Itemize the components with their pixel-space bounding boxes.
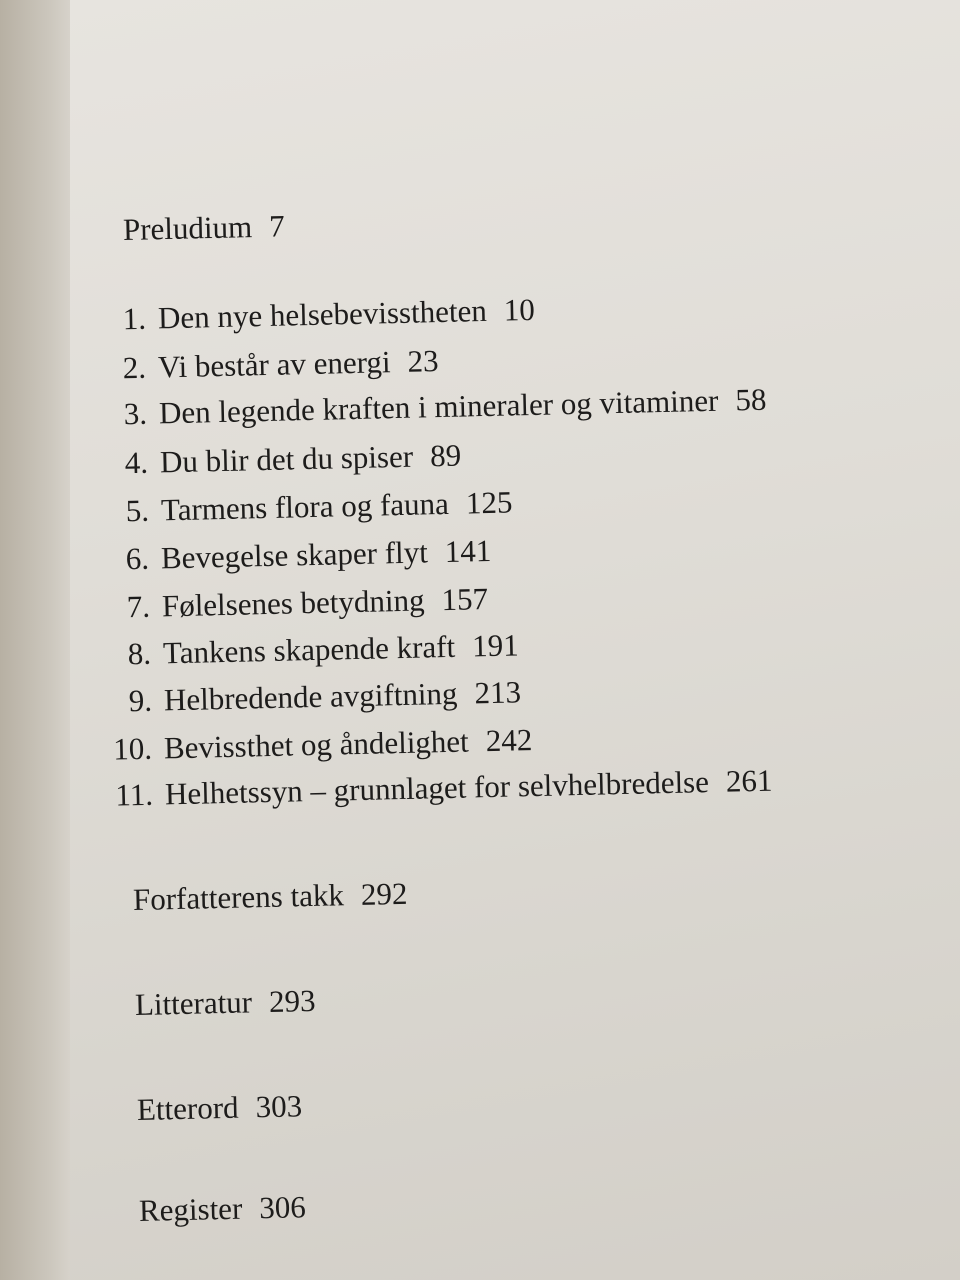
toc-entry-page: 306 (258, 1189, 307, 1226)
chapter-title: Bevissthet og åndelighet (163, 723, 470, 766)
chapter-title: Tarmens flora og fauna (160, 485, 450, 528)
toc-chapter-11 (95, 763, 773, 814)
toc-chapter-2 (88, 343, 439, 387)
chapter-title: Den legende kraften i mineraler og vitaminer (158, 382, 719, 431)
toc-entry-page: 303 (255, 1088, 303, 1125)
chapter-page: 242 (485, 722, 533, 759)
chapter-number: 9. (128, 682, 153, 719)
toc-entry-litteratur (135, 983, 316, 1023)
toc-chapter-3 (89, 382, 767, 433)
toc-chapter-7 (92, 581, 489, 626)
chapter-number: 5. (125, 492, 150, 529)
toc-entry-title: Etterord (136, 1089, 239, 1127)
toc-entry-page: 292 (360, 875, 408, 912)
chapter-page: 141 (444, 532, 492, 569)
toc-chapter-10 (94, 722, 533, 768)
chapter-number: 6. (125, 540, 150, 577)
toc-chapter-5 (91, 484, 513, 530)
chapter-page: 157 (441, 581, 489, 618)
chapter-number: 10. (112, 730, 153, 767)
toc-entry-forfatterens-takk (133, 876, 408, 918)
chapter-number: 4. (124, 444, 149, 481)
toc-chapter-6 (91, 533, 492, 578)
chapter-page: 10 (503, 291, 536, 328)
chapter-page: 261 (725, 762, 773, 799)
chapter-number: 8. (127, 635, 152, 672)
toc-chapter-9 (94, 674, 522, 720)
chapter-title: Følelsenes betydning (161, 582, 425, 624)
chapter-title: Helbredende avgiftning (163, 675, 458, 718)
toc-entry-title: Litteratur (134, 984, 253, 1022)
chapter-page: 89 (429, 437, 462, 474)
toc-entry-page: 293 (268, 982, 316, 1019)
toc-chapter-1 (88, 292, 536, 338)
toc-entry-title: Forfatterens takk (132, 877, 345, 917)
chapter-title: Bevegelse skaper flyt (160, 534, 429, 576)
toc-entry-title: Register (138, 1190, 243, 1228)
chapter-title: Tankens skapende kraft (162, 628, 456, 671)
toc-chapter-8 (93, 627, 519, 673)
chapter-title: Helhetssyn – grunnlaget for selvhelbredelse (164, 764, 710, 812)
chapter-number: 1. (122, 300, 147, 337)
toc-chapter-4 (90, 438, 462, 482)
toc-entry-page: 7 (268, 208, 286, 244)
toc-entry-title: Preludium (122, 209, 253, 247)
toc-entry-register (139, 1189, 307, 1229)
chapter-page: 23 (407, 343, 439, 379)
chapter-title: Den nye helsebevisstheten (157, 292, 488, 336)
chapter-page: 125 (465, 484, 513, 521)
chapter-page: 213 (474, 674, 522, 711)
chapter-number: 11. (114, 776, 154, 813)
toc-entry-etterord (137, 1088, 303, 1128)
chapter-title: Du blir det du spiser (159, 438, 414, 480)
chapter-page: 191 (471, 627, 520, 664)
chapter-number: 2. (122, 349, 147, 386)
chapter-number: 3. (123, 395, 148, 432)
toc-entry-preludium (123, 208, 285, 248)
chapter-title: Vi består av energi (157, 344, 391, 385)
chapter-page: 58 (734, 381, 767, 418)
chapter-number: 7. (126, 588, 151, 625)
